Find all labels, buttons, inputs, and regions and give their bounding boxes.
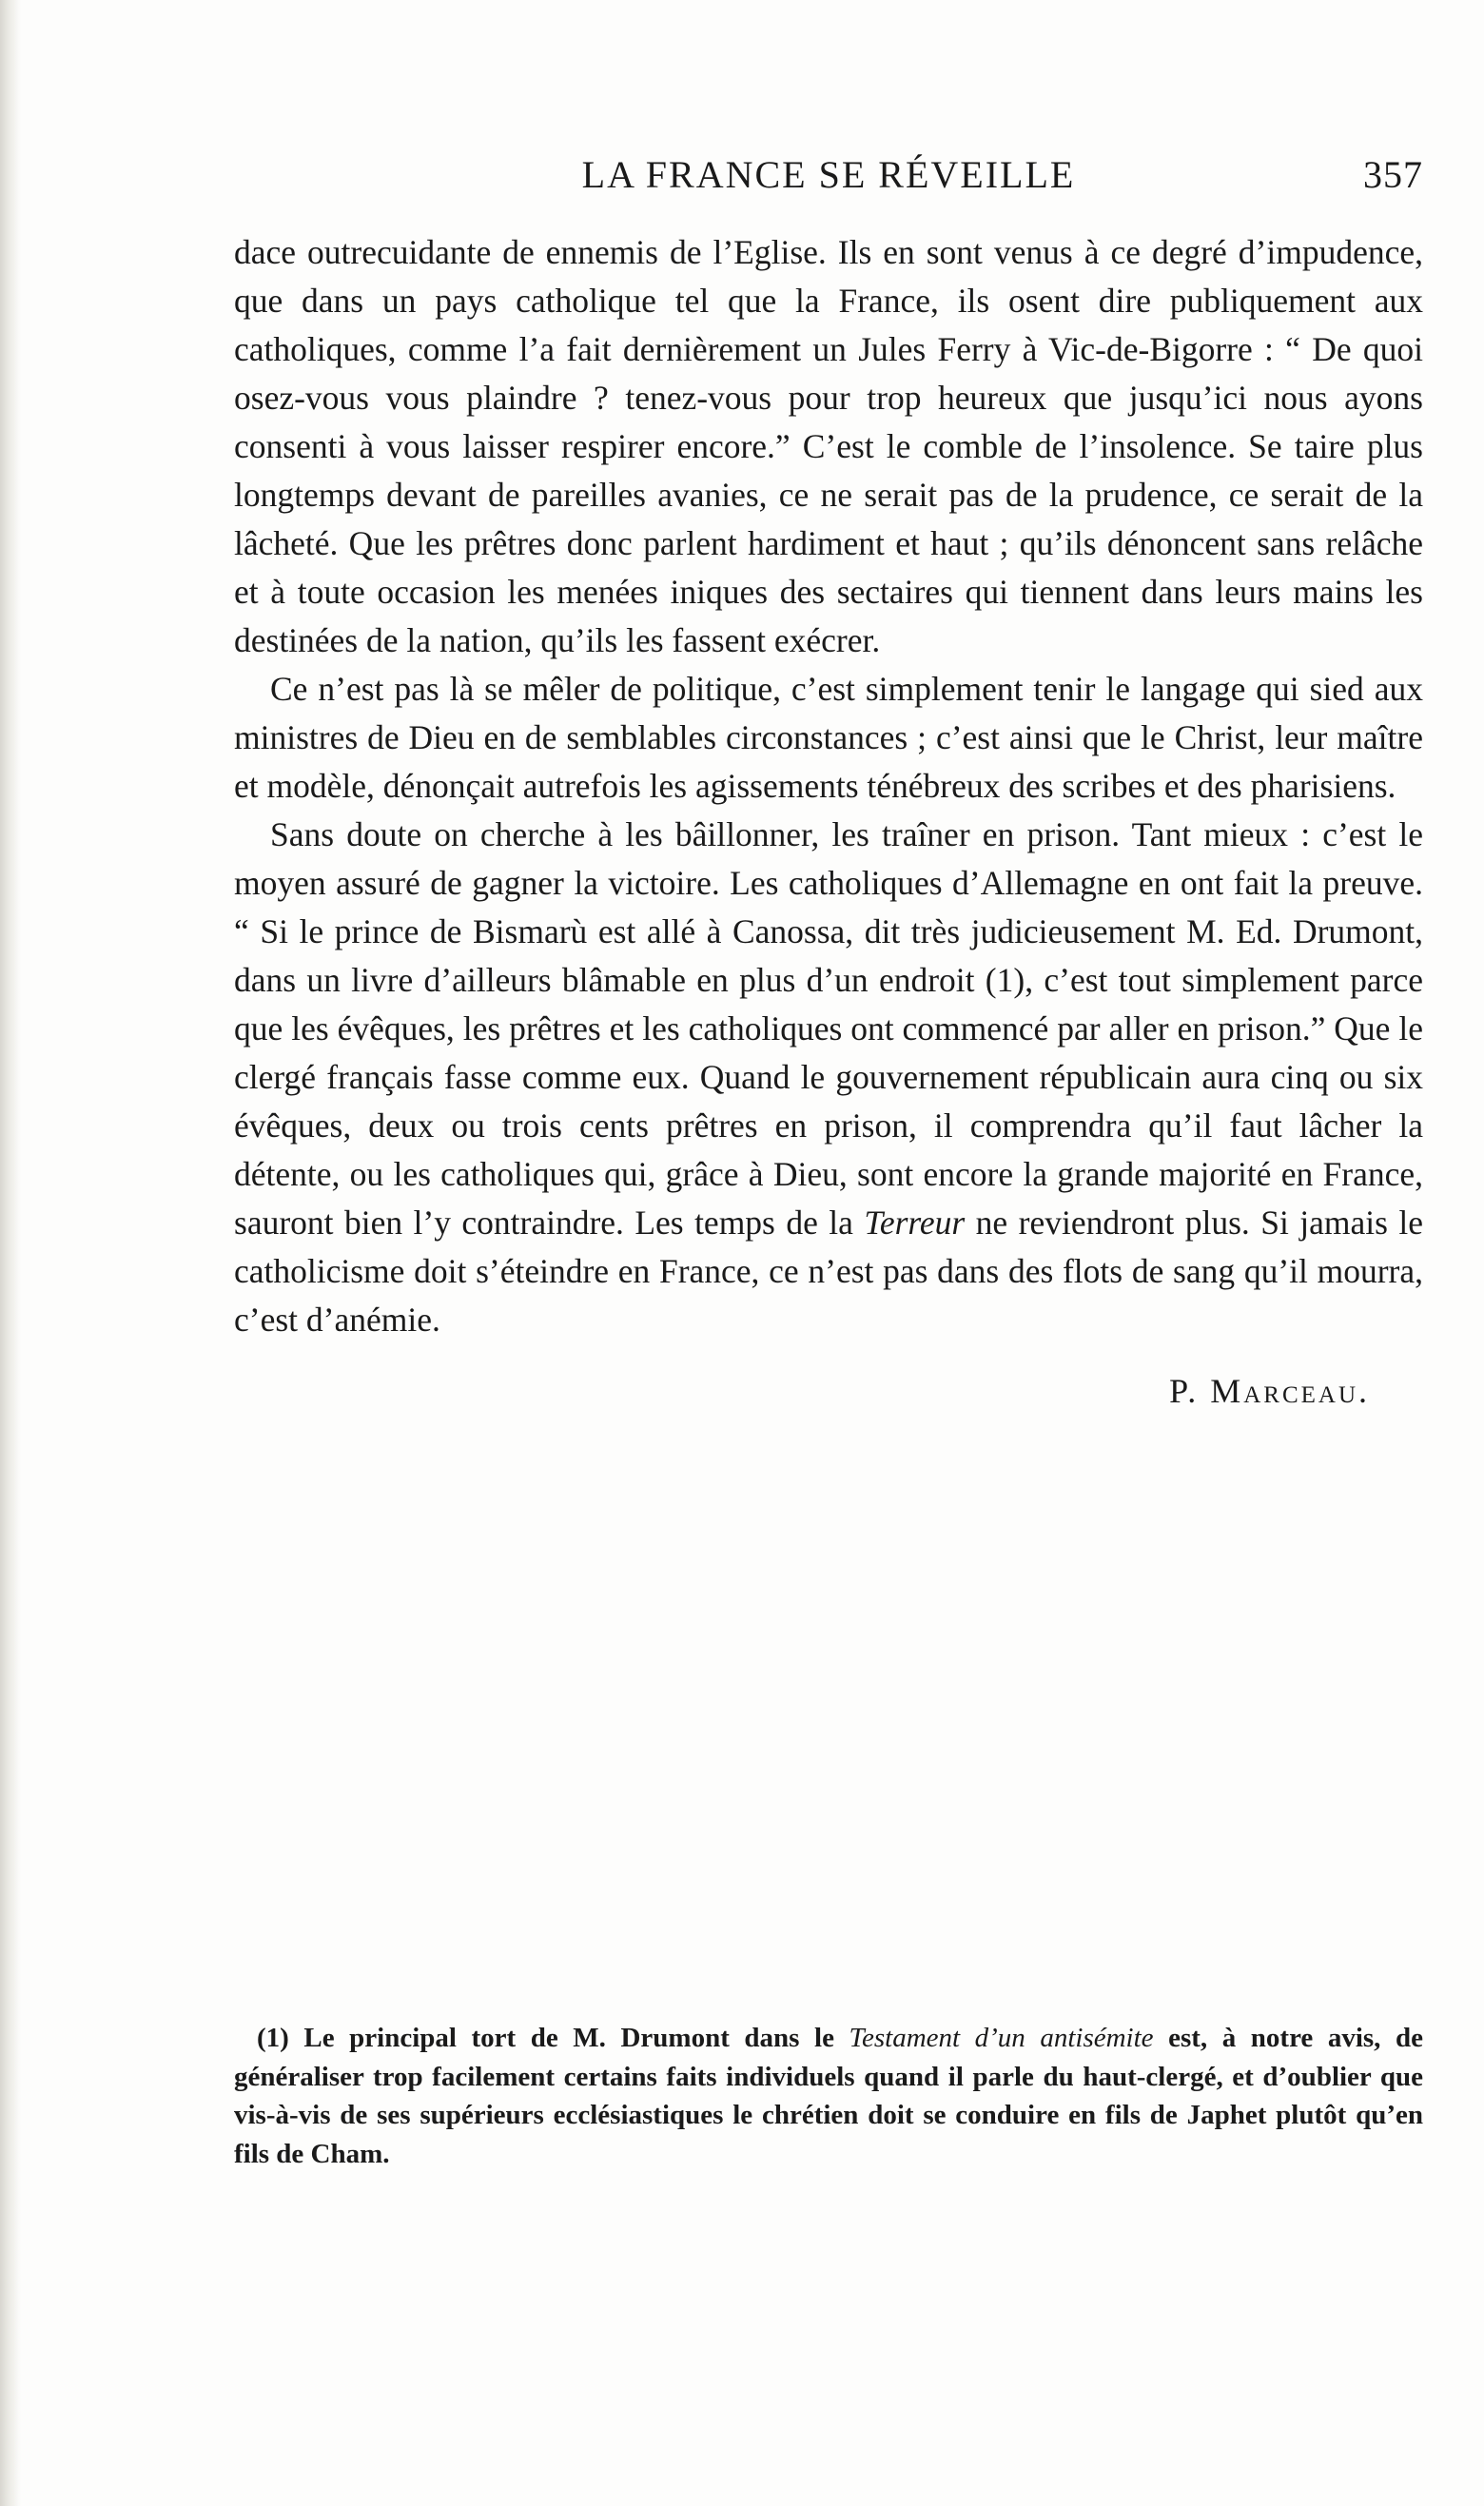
paragraph-3-main: Sans doute on cherche à les bâillonner, les traîner en prison. Tant mieux : c’est le moyen assuré de gagner la victoire. Les catholiques d’Allemagne en ont fait la preuve. “ Si le prince de Bismarù est allé à Canossa, dit très judicieusement M. Ed. Drumont, dans un livre d’ailleurs blâmable en plus d’un endroit (1), c’est tout simplement parce que les évêques, les prêtres et les catholiques ont commencé par aller en prison.” Que le clergé français fasse comme eux. Quand le gouvernement républicain aura cinq ou six évêques, deux ou trois cents prêtres en prison, il comprendra qu’il faut lâcher la détente, ou les catholiques qui, grâce à Dieu, sont encore la grande majorité en France, sauront bien l’y contraindre.	[234, 815, 1423, 1242]
signature-initial: P.	[1169, 1372, 1200, 1410]
paragraph-2: Ce n’est pas là se mêler de politique, c’est simplement tenir le langage qui sied aux ministres de Dieu en de semblables circonstances ; c’est ainsi que le Christ, leur maître et modèle, dénonçait autrefois les agissements ténébreux des scribes et des pharisiens.	[234, 670, 1423, 805]
author-signature	[234, 1367, 1423, 1416]
footnote	[234, 2019, 1423, 2173]
article-body	[234, 228, 1423, 1416]
footnote-italic-title: Testament d’un antisémite	[849, 2023, 1154, 2053]
signature-name: Marceau.	[1210, 1372, 1370, 1410]
footnote-lead: (1) Le principal tort de M. Drumont dans le	[257, 2023, 849, 2053]
page-header	[234, 152, 1423, 200]
paragraph-3-italic: Terreur	[864, 1204, 966, 1242]
paragraph-1: dace outrecuidante de ennemis de l’Eglise. Ils en sont venus à ce degré d’impudence, que dans un pays catholique tel que la France, ils osent dire publiquement aux catholiques, comme l’a fait dernièrement un Jules Ferry à Vic-de-Bigorre : “ De quoi osez-vous vous plaindre ? tenez-vous pour trop heureux que jusqu’ici nous ayons consenti à vous laisser respirer encore.” C’est le comble de l’insolence. Se taire plus longtemps devant de pareilles avanies, ce ne serait pas de la prudence, ce serait de la lâcheté. Que les prêtres donc parlent hardiment et haut ; qu’ils dénoncent sans relâche et à toute occasion les menées iniques des sectaires qui tiennent dans leurs mains les destinées de la nation, qu’ils les fassent exécrer.	[234, 233, 1423, 659]
paragraph-3-lead: Les temps de la	[623, 1204, 865, 1242]
footnote-rest: est, à notre avis, de généraliser trop facilement certains faits individuels quand il parle du haut-clergé, et d’oublier que vis-à-vis de ses supérieurs ecclésiastiques le chrétien doit se conduire en fils de Japhet plutôt qu’en fils de Cham.	[234, 2023, 1423, 2169]
running-title: LA FRANCE SE RÉVEILLE	[581, 153, 1076, 196]
page-number: 357	[1363, 153, 1423, 196]
scan-edge-shadow	[0, 0, 21, 2506]
paragraph-3-rest: ne reviendront plus. Si jamais le catholicisme doit s’éteindre en France, ce n’est pas dans des flots de sang qu’il mourra, c’est d’anémie.	[234, 1204, 1423, 1339]
paragraph-3	[234, 811, 1423, 1344]
